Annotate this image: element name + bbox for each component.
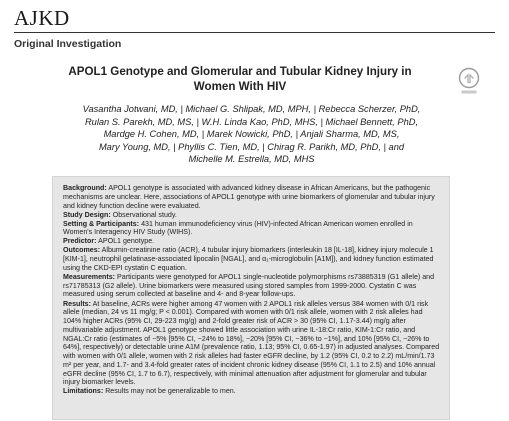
header-divider xyxy=(14,32,495,33)
author-line xyxy=(24,153,479,166)
author-list xyxy=(24,103,479,166)
article-title xyxy=(40,64,440,94)
abstract-measurements xyxy=(63,273,441,299)
author-line-text: Mary Young, MD, | Phyllis C. Tien, MD, | Chirag R. Parikh, MD, PhD, | and xyxy=(98,141,405,152)
title-line-2: Women With HIV xyxy=(193,80,287,93)
author-line-text: Mardge H. Cohen, MD, | Marek Nowicki, PhD, | Anjali Sharma, MD, MS, xyxy=(103,129,400,139)
measurements-heading: Measurements: xyxy=(63,272,116,281)
design-text: Observational study. xyxy=(112,210,177,219)
predictor-heading: Predictor: xyxy=(63,237,97,246)
abstract-limitations xyxy=(63,387,441,396)
background-text: APOL1 genotype is associated with advanced kidney disease in African Americans, but the pathogenic mechanisms are unclear. Here, associations of APOL1 genotype with urine biomarkers of glomerular and tubular injury and kidney function decline were evaluated. xyxy=(63,184,435,210)
journal-name: AJKD xyxy=(14,6,70,30)
author-line xyxy=(24,128,479,141)
abstract-outcomes xyxy=(63,246,441,272)
author-line xyxy=(24,116,479,129)
abstract-design xyxy=(63,211,441,220)
author-line-text: Vasantha Jotwani, MD, | Michael G. Shlipak, MD, MPH, | Rebecca Scherzer, PhD, xyxy=(82,104,421,114)
results-text: At baseline, ACRs were higher among 47 women with 2 APOL1 risk alleles versus 384 women with 0/1 risk allele (median, 24 vs 11 mg/g; P < 0.001). Compared with women with 0/1 risk allele, women with 2 risk alleles had 104% higher ACRs (95% CI, 29-223 mg/g) and 2-fold greater risk of ACR > 30 (95% CI, 1.17-3.44) mg/g after multivariable adjustment. APOL1 genotype showed little association with urine IL-18:Cr ratio, KIM-1:Cr ratio, and NGAL:Cr ratio (estimates of −5% [95% CI, −24% to 18%], −20% [95% CI, −36% to −1%], and 10% [95% CI, −26% to 64%], respectively) or detectable urine A1M (prevalence ratio, 1.13; 95% CI, 0.65-1.97) in adjusted analyses. Compared with women with 0/1 allele, women with 2 risk alleles had faster eGFR decline, by 1.2 (95% CI, 0.2 to 2.2) mL/min/1.73 m² per year, and 1.7- and 3.4-fold greater rates of incident chronic kidney disease (95% CI, 1.1 to 2.5) and 10% annual eGFR decline (95% CI, 1.7 to 6.7), respectively, with minimal attenuation after adjustment for glomerular and tubular injury biomarker levels. xyxy=(63,299,440,387)
title-line-1: APOL1 Genotype and Glomerular and Tubular Kidney Injury in xyxy=(68,65,412,78)
crossmark-icon[interactable] xyxy=(458,67,480,97)
outcomes-heading: Outcomes: xyxy=(63,246,101,255)
measurements-text: Participants were genotyped for APOL1 single-nucleotide polymorphisms rs73885319 (G1 allele) and rs71785313 (G2 allele). Urine biomarkers were measured using stored samples from 1999-2000. Cystatin C was measured using serum collected at baseline and 4- and 8-year follow-ups. xyxy=(63,272,435,299)
abstract-box xyxy=(52,176,450,420)
abstract-setting xyxy=(63,220,441,238)
predictor-text: APOL1 genotype. xyxy=(98,237,155,246)
setting-heading: Setting & Participants: xyxy=(63,219,140,228)
limitations-heading: Limitations: xyxy=(63,387,104,396)
abstract-results xyxy=(63,300,441,388)
results-heading: Results: xyxy=(63,299,91,308)
abstract-predictor xyxy=(63,237,441,246)
section-label: Original Investigation xyxy=(14,38,122,50)
limitations-text: Results may not be generalizable to men. xyxy=(105,387,236,396)
outcomes-text: Albumin-creatinine ratio (ACR), 4 tubular injury biomarkers (interleukin 18 [IL-18], kidney injury molecule 1 [KIM-1], neutrophil gelatinase-associated lipocalin [NGAL], and α₁-microglobulin [A1M]), and kidney function estimated using the CKD-EPI cystatin C equation. xyxy=(63,246,434,272)
author-line-text: Michelle M. Estrella, MD, MHS xyxy=(188,154,315,164)
author-line-text: Rulan S. Parekh, MD, MS, | W.H. Linda Kao, PhD, MHS, | Michael Bennett, PhD, xyxy=(84,116,419,127)
background-heading: Background: xyxy=(63,184,107,192)
author-line xyxy=(24,141,479,154)
author-line xyxy=(24,103,479,116)
design-heading: Study Design: xyxy=(63,210,111,219)
setting-text: 431 human immunodeficiency virus (HIV)-infected African American women enrolled in Women's Interagency HIV Study (WIHS). xyxy=(63,219,413,237)
abstract-background xyxy=(63,184,441,210)
